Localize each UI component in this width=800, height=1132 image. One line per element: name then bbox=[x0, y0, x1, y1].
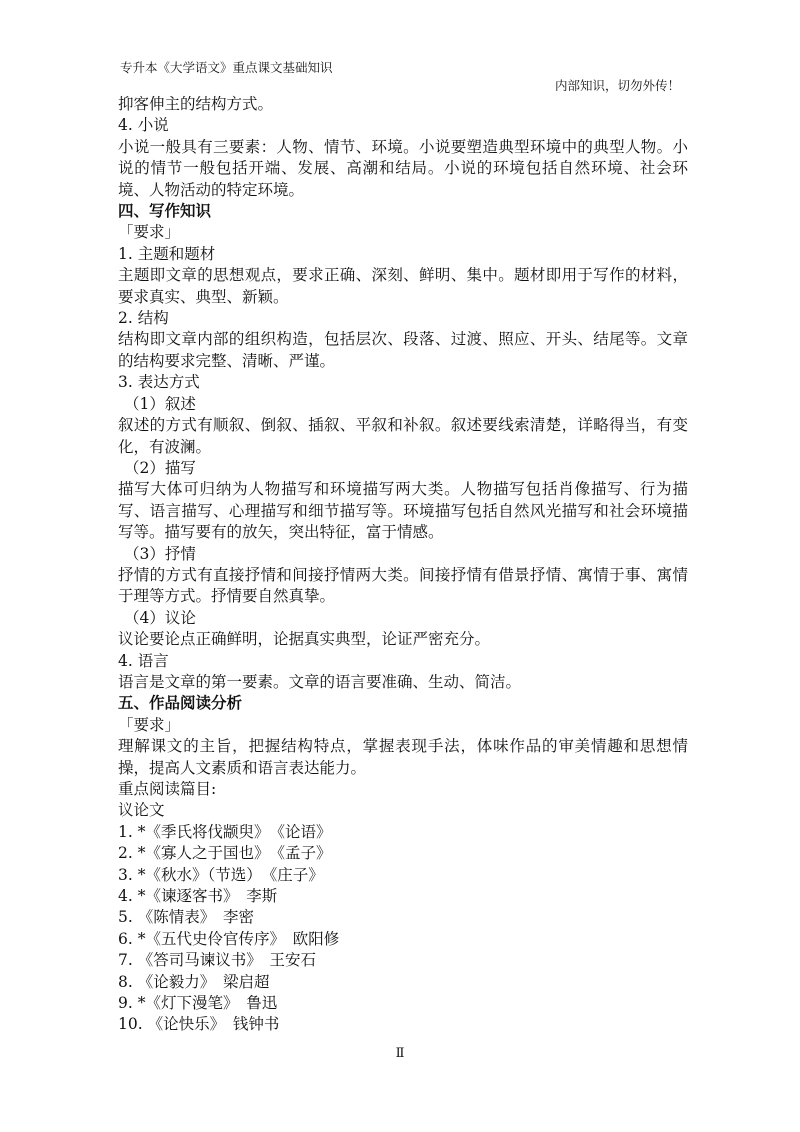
reading-list-item: 7. 《答司马谏议书》 王安石 bbox=[118, 951, 316, 970]
paragraph: 描写大体可归纳为人物描写和环境描写两大类。人物描写包括肖像描写、行为描写、语言描写、心理描写和细节描写等。环境描写包括自然风光描写和社会环境描写等。描写要有的放矢，突出特征，富于情感。 bbox=[118, 480, 688, 542]
paragraph: 主题即文章的思想观点，要求正确、深刻、鲜明、集中。题材即用于写作的材料，要求真实、典型、新颖。 bbox=[118, 266, 688, 306]
section-heading: 五、作品阅读分析 bbox=[118, 694, 243, 713]
document-body bbox=[118, 94, 688, 1036]
text-line: 抑客伸主的结构方式。 bbox=[118, 95, 274, 113]
requirement-label: 「要求」 bbox=[118, 223, 181, 242]
sub-heading: （1）叙述 bbox=[124, 394, 196, 413]
section-heading: 四、写作知识 bbox=[118, 202, 212, 221]
section-item-heading: 3. 表达方式 bbox=[118, 373, 200, 392]
section-item-heading: 1. 主题和题材 bbox=[118, 244, 216, 263]
paragraph: 抒情的方式有直接抒情和间接抒情两大类。间接抒情有借景抒情、寓情于事、寓情于理等方式。抒情要自然真挚。 bbox=[118, 565, 688, 606]
section-item-heading: 4. 小说 bbox=[118, 116, 169, 135]
text-line: 重点阅读篇目: bbox=[118, 780, 217, 798]
reading-list-item: 6. *《五代史伶官传序》 欧阳修 bbox=[118, 929, 340, 948]
section-item-heading: 2. 结构 bbox=[118, 309, 169, 328]
text-line: 语言是文章的第一要素。文章的语言要准确、生动、简洁。 bbox=[118, 672, 522, 691]
sub-heading: （4）议论 bbox=[124, 608, 196, 627]
reading-list-item: 4. *《谏逐客书》 李斯 bbox=[118, 887, 278, 906]
sub-heading: （3）抒情 bbox=[124, 544, 196, 563]
reading-list-item: 2. *《寡人之于国也》 《孟子》 bbox=[118, 844, 332, 863]
reading-list-item: 10. 《论快乐》 钱钟书 bbox=[118, 1015, 280, 1034]
document-header-title: 专升本《大学语文》重点课文基础知识 bbox=[120, 60, 333, 75]
reading-list-item: 8. 《论毅力》 梁启超 bbox=[118, 972, 270, 991]
requirement-label: 「要求」 bbox=[118, 715, 181, 734]
page-number: Ⅱ bbox=[395, 1046, 405, 1061]
paragraph: 小说一般具有三要素：人物、情节、环境。小说要塑造典型环境中的典型人物。小说的情节一般包括开端、发展、高潮和结局。小说的环境包括自然环境、社会环境、人物活动的特定环境。 bbox=[118, 137, 688, 199]
paragraph: 理解课文的主旨，把握结构特点，掌握表现手法，体味作品的审美情趣和思想情操，提高人文素质和语言表达能力。 bbox=[118, 737, 688, 777]
paragraph: 结构即文章内部的组织构造，包括层次、段落、过渡、照应、开头、结尾等。文章的结构要求完整、清晰、严谨。 bbox=[118, 330, 688, 370]
reading-list-item: 1. *《季氏将伐颛臾》 《论语》 bbox=[118, 822, 332, 841]
confidential-notice: 内部知识，切勿外传！ bbox=[554, 78, 680, 93]
reading-list-item: 9. *《灯下漫笔》 鲁迅 bbox=[118, 994, 278, 1013]
section-item-heading: 4. 语言 bbox=[118, 651, 169, 670]
sub-heading: （2）描写 bbox=[124, 458, 196, 477]
paragraph: 叙述的方式有顺叙、倒叙、插叙、平叙和补叙。叙述要线索清楚，详略得当，有变化，有波澜。 bbox=[118, 416, 688, 456]
reading-list-item: 5. 《陈情表》 李密 bbox=[118, 908, 254, 927]
reading-list-item: 3. *《秋水》（节选） 《庄子》 bbox=[118, 865, 324, 884]
text-line: 议论要论点正确鲜明，论据真实典型，论证严密充分。 bbox=[118, 630, 491, 649]
genre-label: 议论文 bbox=[118, 801, 165, 820]
